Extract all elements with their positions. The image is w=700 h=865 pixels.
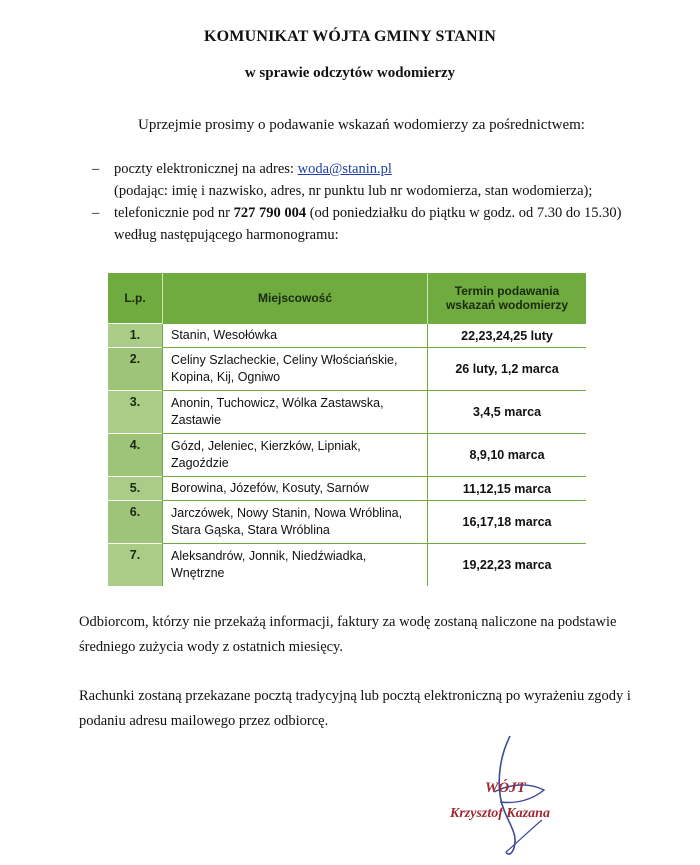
schedule-intro: według następującego harmonogramu:	[114, 227, 339, 243]
row-place: Borowina, Józefów, Kosuty, Sarnów	[163, 476, 428, 500]
header-term-line2: wskazań wodomierzy	[445, 298, 569, 312]
billing-note: Odbiorcom, którzy nie przekażą informacji, faktury za wodę zostaną naliczone na podstawie średniego zużycia wody z ostatnich miesięcy.	[79, 614, 617, 655]
invoice-delivery-note: Rachunki zostaną przekazane pocztą tradycyjną lub pocztą elektroniczną po wyrażeniu zgody i podaniu adresu mailowego przez odbiorcę.	[79, 688, 631, 729]
row-place: Celiny Szlacheckie, Celiny Włościańskie, Kopina, Kij, Ogniwo	[163, 348, 428, 391]
table-row	[108, 501, 586, 544]
dash-marker: –	[92, 161, 100, 177]
phone-hours: (od poniedziałku do piątku w godz. od 7.30 do 15.30)	[306, 205, 622, 221]
row-term: 3,4,5 marca	[428, 391, 587, 434]
email-note-row	[92, 180, 652, 202]
row-term: 8,9,10 marca	[428, 434, 587, 477]
phone-bullet	[92, 202, 652, 224]
table-row	[108, 434, 586, 477]
row-term: 11,12,15 marca	[428, 476, 587, 500]
row-number: 1.	[108, 324, 163, 348]
row-term: 22,23,24,25 luty	[428, 324, 587, 348]
table-row	[108, 391, 586, 434]
schedule-table	[108, 273, 586, 586]
table-row	[108, 476, 586, 500]
row-number: 7.	[108, 544, 163, 586]
phone-line2-row	[92, 224, 652, 246]
signatory-title: WÓJT	[485, 780, 526, 796]
table-row	[108, 348, 586, 391]
email-bullet	[92, 158, 652, 180]
header-term	[428, 273, 587, 324]
header-place: Miejscowość	[163, 273, 428, 324]
row-number: 2.	[108, 348, 163, 391]
row-term: 19,22,23 marca	[428, 544, 587, 586]
intro-text: Uprzejmie prosimy o podawanie wskazań wodomierzy za pośrednictwem:	[138, 117, 585, 133]
table-header-row	[108, 273, 586, 324]
row-number: 6.	[108, 501, 163, 544]
email-note: (podając: imię i nazwisko, adres, nr punktu lub nr wodomierza, stan wodomierza);	[114, 183, 593, 199]
phone-number: 727 790 004	[233, 205, 307, 221]
signatory-name: Krzysztof Kazana	[450, 806, 550, 821]
document-subtitle: w sprawie odczytów wodomierzy	[244, 65, 456, 81]
row-term: 16,17,18 marca	[428, 501, 587, 544]
row-place: Jarczówek, Nowy Stanin, Nowa Wróblina, Stara Gąska, Stara Wróblina	[163, 501, 428, 544]
table-row	[108, 324, 586, 348]
table-row	[108, 544, 586, 586]
row-number: 5.	[108, 476, 163, 500]
email-link[interactable]: woda@stanin.pl	[297, 161, 392, 177]
row-place: Anonin, Tuchowicz, Wólka Zastawska, Zastawie	[163, 391, 428, 434]
row-place: Stanin, Wesołówka	[163, 324, 428, 348]
phone-prefix: telefonicznie pod nr	[114, 205, 234, 221]
dash-marker: –	[92, 205, 100, 221]
header-lp: L.p.	[108, 273, 163, 324]
row-term: 26 luty, 1,2 marca	[428, 348, 587, 391]
contact-list	[92, 158, 652, 246]
email-prefix: poczty elektronicznej na adres:	[114, 161, 298, 177]
row-number: 3.	[108, 391, 163, 434]
row-place: Aleksandrów, Jonnik, Niedźwiadka, Wnętrzne	[163, 544, 428, 586]
header-term-line1: Termin podawania	[454, 284, 560, 298]
row-number: 4.	[108, 434, 163, 477]
row-place: Gózd, Jeleniec, Kierzków, Lipniak, Zagoździe	[163, 434, 428, 477]
document-title: KOMUNIKAT WÓJTA GMINY STANIN	[204, 28, 496, 45]
